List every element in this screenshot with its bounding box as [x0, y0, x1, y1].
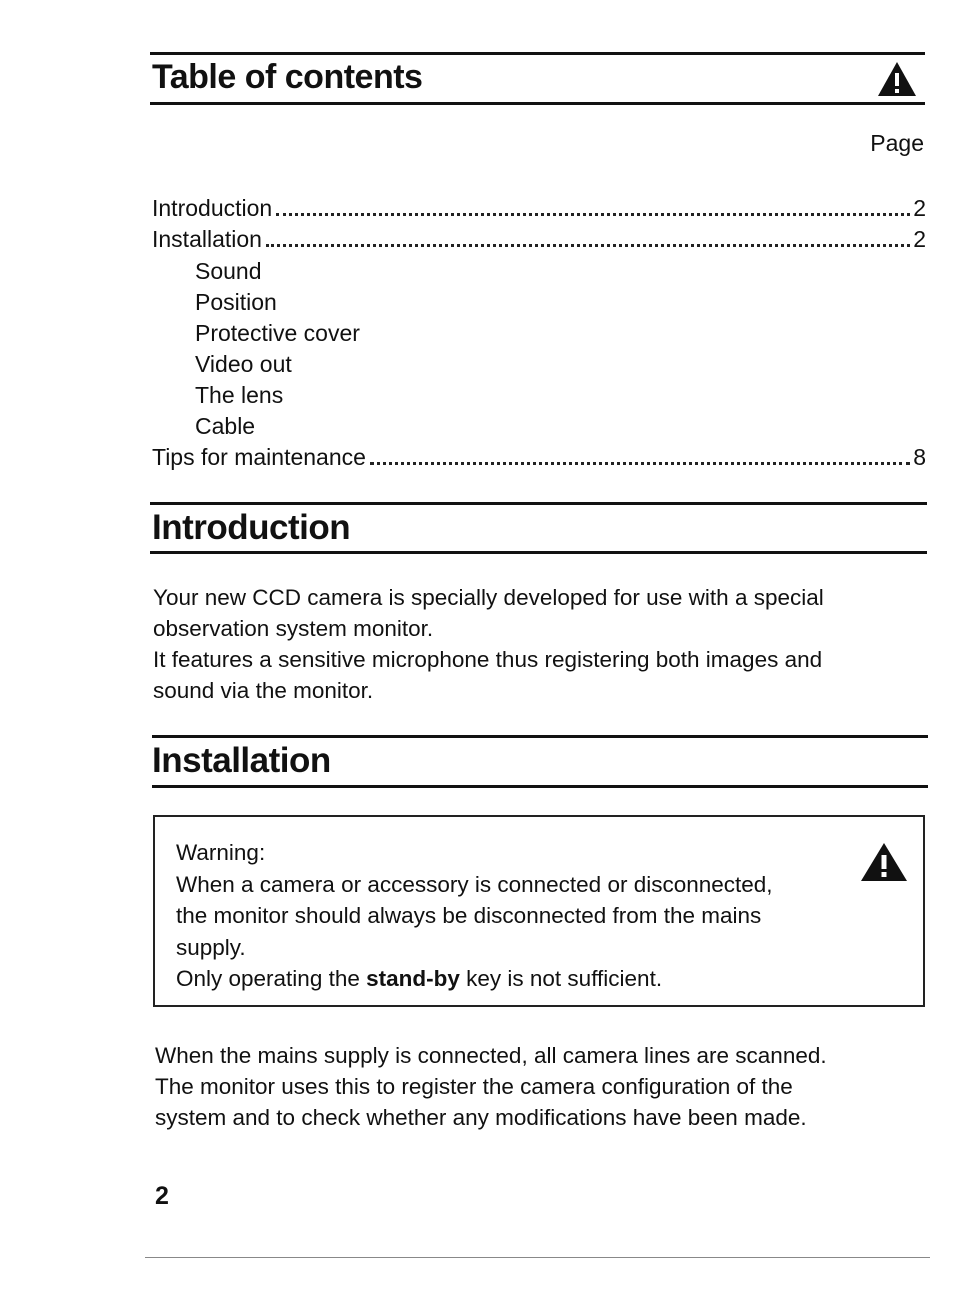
text-line: The monitor uses this to register the camera configuration of the	[155, 1074, 793, 1099]
toc-entry-page: 8	[913, 444, 926, 470]
text-line: sound via the monitor.	[153, 678, 374, 703]
text-line: system and to check whether any modifications have been made.	[155, 1105, 807, 1130]
toc-leader-dots	[266, 244, 910, 247]
installation-bottom-rule	[152, 785, 928, 788]
text-line: When a camera or accessory is connected or disconnected,	[176, 871, 773, 897]
toc-heading: Table of contents	[152, 58, 423, 96]
page-column-label: Page	[870, 130, 924, 156]
toc-sub-entry[interactable]: Sound	[195, 258, 262, 284]
toc-entry-label: Introduction	[152, 195, 273, 221]
toc-bottom-rule	[150, 102, 925, 105]
toc-sub-entry[interactable]: Protective cover	[195, 320, 360, 346]
warning-triangle-icon	[859, 841, 909, 883]
standby-key-term: stand-by	[366, 966, 460, 991]
toc-entry-introduction[interactable]	[152, 195, 926, 225]
toc-entry-installation[interactable]	[152, 226, 926, 256]
warning-triangle-icon	[876, 60, 918, 98]
text-span: Only operating the	[176, 966, 367, 991]
text-line: the monitor should always be disconnected from the mains	[176, 903, 762, 928]
toc-entry-label: Tips for maintenance	[152, 444, 366, 470]
toc-entry-tips-for-maintenance[interactable]	[152, 444, 926, 474]
warning-text	[176, 837, 836, 995]
toc-entry-label: Installation	[152, 226, 262, 252]
text-line: Your new CCD camera is specially developed for use with a special	[153, 585, 824, 610]
introduction-top-rule	[150, 502, 927, 505]
installation-top-rule	[152, 735, 928, 738]
text-line: supply.	[176, 934, 246, 960]
introduction-bottom-rule	[150, 551, 927, 554]
toc-top-rule	[150, 52, 925, 55]
toc-entry-page: 2	[913, 226, 926, 252]
installation-paragraph	[155, 1040, 915, 1133]
toc-sub-entry[interactable]: Position	[195, 289, 277, 315]
text-line: It features a sensitive microphone thus registering both images and	[153, 647, 823, 672]
installation-heading: Installation	[152, 741, 331, 780]
toc-entry-page: 2	[913, 195, 926, 221]
bottom-scan-edge	[145, 1257, 930, 1258]
warning-box	[153, 815, 925, 1007]
text-line: When the mains supply is connected, all camera lines are scanned.	[155, 1043, 827, 1068]
toc-leader-dots	[370, 462, 910, 465]
page-number: 2	[155, 1182, 169, 1210]
toc-sub-entry[interactable]: The lens	[195, 382, 284, 408]
warning-last-line	[176, 963, 836, 995]
warning-title: Warning:	[176, 840, 266, 865]
toc-sub-entry[interactable]: Cable	[195, 413, 256, 439]
toc-sub-entry[interactable]: Video out	[195, 351, 292, 377]
text-span: key is not sufficient.	[459, 966, 663, 991]
text-line: observation system monitor.	[153, 616, 434, 641]
introduction-paragraph	[153, 582, 913, 706]
toc-leader-dots	[276, 213, 910, 216]
introduction-heading: Introduction	[152, 508, 351, 547]
